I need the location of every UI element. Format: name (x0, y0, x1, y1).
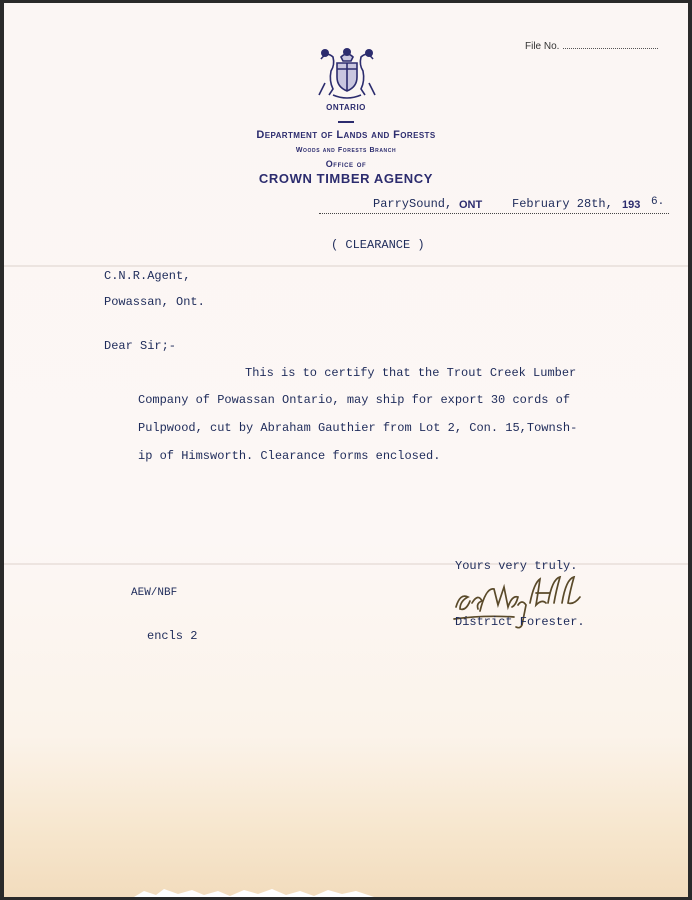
paper-crease (4, 265, 688, 267)
paper-crease (4, 563, 688, 565)
body-line: This is to certify that the Trout Creek Lumber (245, 366, 577, 380)
closing: Yours very truly. (455, 559, 578, 573)
salutation: Dear Sir;- (104, 339, 177, 353)
dateline-rule (319, 195, 669, 214)
agency-name: CROWN TIMBER AGENCY (258, 171, 434, 186)
office-of-label: Office of (325, 159, 367, 169)
dateline-year-prefix: 193 (622, 199, 641, 211)
signer-title: District Forester. (455, 615, 585, 629)
letterhead-divider (338, 121, 354, 123)
recipient-line: C.N.R.Agent, (104, 269, 191, 283)
file-no-field (525, 39, 658, 52)
enclosures-note: encls 2 (147, 629, 198, 643)
reference-initials: AEW/NBF (131, 587, 178, 599)
torn-edge (134, 887, 374, 897)
letter-page (4, 3, 688, 897)
department-name: Department of Lands and Forests (256, 129, 436, 141)
dateline-province: ONT (459, 199, 483, 211)
province-label: ONTARIO (326, 103, 366, 112)
body-line: Company of Powassan Ontario, may ship for export 30 cords of (138, 393, 571, 407)
dateline-year-digit: 6. (651, 196, 665, 208)
body-line: Pulpwood, cut by Abraham Gauthier from Lot 2, Con. 15,Townsh- (138, 421, 578, 435)
dateline-date: February 28th, (512, 197, 613, 211)
letter-heading: ( CLEARANCE ) (331, 238, 425, 252)
recipient-line: Powassan, Ont. (104, 295, 205, 309)
file-no-blank (563, 39, 658, 49)
body-line: ip of Himsworth. Clearance forms enclosed. (138, 449, 441, 463)
file-no-label: File No. (525, 41, 560, 52)
dateline-place: ParrySound, (373, 197, 453, 211)
branch-name: Woods and Forests Branch (295, 147, 397, 154)
coat-of-arms-icon (311, 43, 383, 103)
